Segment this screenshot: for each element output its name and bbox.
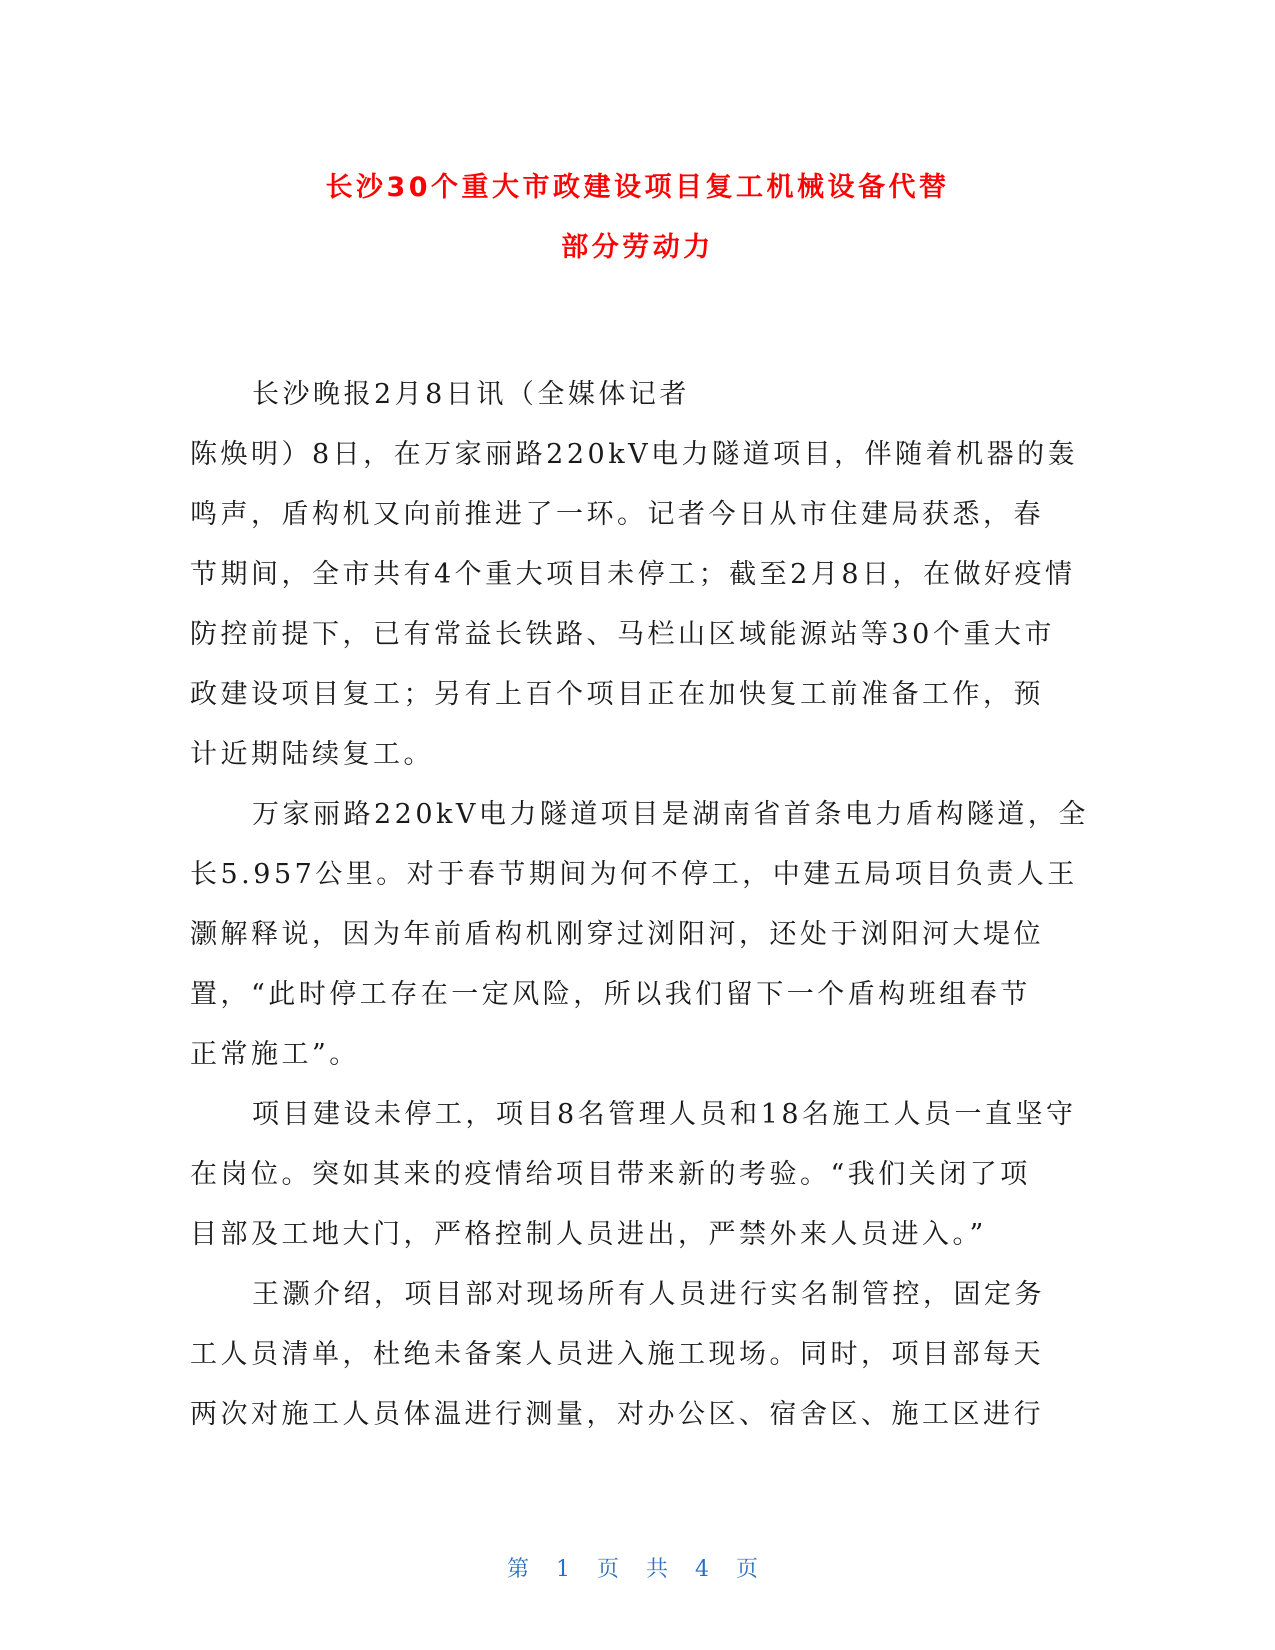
paragraph-line: 置，“此时停工存在一定风险，所以我们留下一个盾构班组春节 [190,979,1031,1010]
paragraph-line: 两次对施工人员体温进行测量，对办公区、宿舍区、施工区进行 [190,1399,1044,1430]
page-title [150,158,1125,278]
paragraph-line: 灏解释说，因为年前盾构机刚穿过浏阳河，还处于浏阳河大堤位 [190,919,1044,950]
paragraph-line: 项目建设未停工，项目8名管理人员和18名施工人员一直坚守 [252,1099,1077,1130]
paragraph-line: 工人员清单，杜绝未备案人员进入施工现场。同时，项目部每天 [190,1339,1044,1370]
paragraph-line: 目部及工地大门，严格控制人员进出，严禁外来人员进入。” [190,1219,987,1250]
paragraph-line: 政建设项目复工；另有上百个项目正在加快复工前准备工作，预 [190,679,1044,710]
page-footer [0,1552,1275,1583]
paragraph-line: 鸣声，盾构机又向前推进了一环。记者今日从市住建局获悉，春 [190,499,1044,530]
title-line-2: 部分劳动力 [561,232,714,263]
paragraph-line: 在岗位。突如其来的疫情给项目带来新的考验。“我们关闭了项 [190,1159,1031,1190]
paragraph [190,785,1089,1085]
paragraph-line: 节期间，全市共有4个重大项目未停工；截至2月8日，在做好疫情 [190,559,1076,590]
paragraph [190,1265,1085,1445]
paragraph [190,365,1085,785]
page-number-label: 第 1 页 共 4 页 [507,1557,768,1582]
article-body [190,365,1089,1445]
paragraph-line: 王灏介绍，项目部对现场所有人员进行实名制管控，固定务 [252,1279,1045,1310]
paragraph-line: 长5.957公里。对于春节期间为何不停工，中建五局项目负责人王 [190,859,1078,890]
title-line-1: 长沙30个重大市政建设项目复工机械设备代替 [325,172,950,203]
paragraph-line: 正常施工”。 [190,1039,360,1070]
paragraph-line: 陈焕明）8日，在万家丽路220kV电力隧道项目，伴随着机器的轰 [190,439,1079,470]
paragraph-line: 长沙晚报2月8日讯（全媒体记者 [252,379,690,410]
paragraph-line: 计近期陆续复工。 [190,739,434,770]
paragraph-line: 防控前提下，已有常益长铁路、马栏山区域能源站等30个重大市 [190,619,1055,650]
paragraph-line: 万家丽路220kV电力隧道项目是湖南省首条电力盾构隧道，全 [252,799,1089,830]
paragraph [190,1085,1085,1265]
